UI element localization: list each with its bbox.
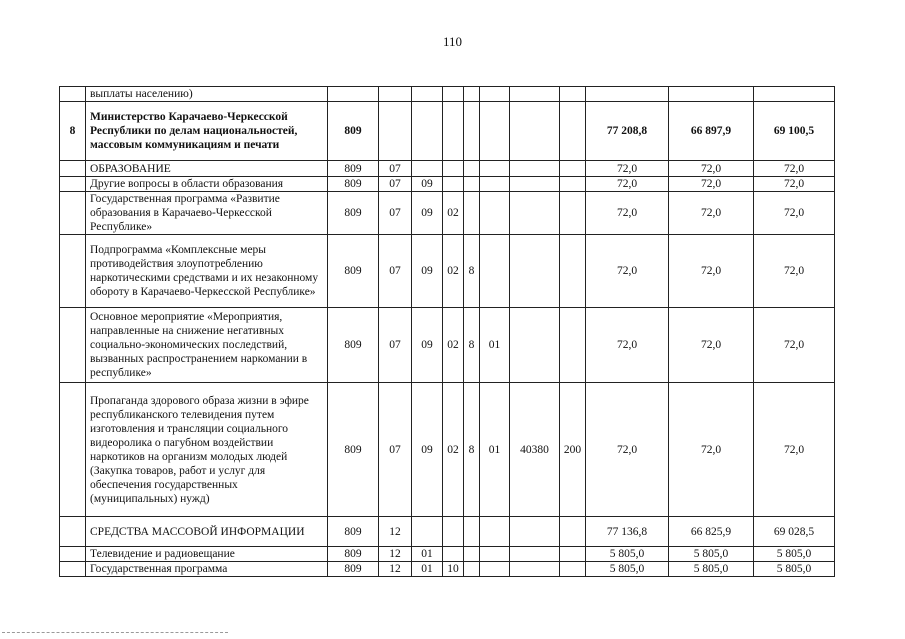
ved-code-cell: 809	[328, 235, 379, 308]
subprogram-code-cell	[464, 562, 480, 577]
main-activity-code-cell	[480, 177, 510, 192]
item-name-cell: СРЕДСТВА МАССОВОЙ ИНФОРМАЦИИ	[86, 517, 328, 547]
program-code-cell: 02	[443, 192, 464, 235]
section-code-cell: 12	[379, 547, 412, 562]
direction-code-cell	[510, 87, 560, 102]
program-code-cell: 02	[443, 383, 464, 517]
main-activity-code-cell	[480, 517, 510, 547]
amount-year3-cell: 69 100,5	[754, 102, 835, 161]
ved-code-cell: 809	[328, 192, 379, 235]
direction-code-cell	[510, 562, 560, 577]
expense-type-code-cell	[560, 87, 586, 102]
item-name-cell: Другие вопросы в области образования	[86, 177, 328, 192]
expense-type-code-cell	[560, 517, 586, 547]
subsection-code-cell: 09	[412, 177, 443, 192]
subsection-code-cell: 09	[412, 383, 443, 517]
amount-year2-cell: 66 825,9	[669, 517, 754, 547]
subsection-code-cell	[412, 517, 443, 547]
item-name-cell: Телевидение и радиовещание	[86, 547, 328, 562]
amount-year1-cell	[586, 87, 669, 102]
subprogram-code-cell	[464, 87, 480, 102]
subprogram-code-cell	[464, 102, 480, 161]
program-code-cell: 02	[443, 235, 464, 308]
amount-year1-cell: 72,0	[586, 383, 669, 517]
subsection-code-cell	[412, 102, 443, 161]
amount-year2-cell: 66 897,9	[669, 102, 754, 161]
direction-code-cell	[510, 102, 560, 161]
table-row	[60, 517, 835, 547]
amount-year3-cell	[754, 87, 835, 102]
main-activity-code-cell	[480, 161, 510, 177]
ved-code-cell: 809	[328, 562, 379, 577]
amount-year3-cell: 72,0	[754, 308, 835, 383]
row-number-cell: 8	[60, 102, 86, 161]
program-code-cell	[443, 517, 464, 547]
ved-code-cell: 809	[328, 102, 379, 161]
item-name-cell: ОБРАЗОВАНИЕ	[86, 161, 328, 177]
item-name-cell: Государственная программа	[86, 562, 328, 577]
table-row	[60, 192, 835, 235]
main-activity-code-cell	[480, 547, 510, 562]
amount-year1-cell: 72,0	[586, 192, 669, 235]
program-code-cell	[443, 177, 464, 192]
expense-type-code-cell	[560, 161, 586, 177]
amount-year1-cell: 72,0	[586, 161, 669, 177]
amount-year3-cell: 69 028,5	[754, 517, 835, 547]
row-number-cell	[60, 192, 86, 235]
table-row	[60, 161, 835, 177]
program-code-cell: 02	[443, 308, 464, 383]
amount-year3-cell: 72,0	[754, 177, 835, 192]
table-row	[60, 383, 835, 517]
amount-year3-cell: 72,0	[754, 383, 835, 517]
subsection-code-cell: 09	[412, 235, 443, 308]
ved-code-cell: 809	[328, 383, 379, 517]
amount-year2-cell	[669, 87, 754, 102]
budget-table	[59, 86, 835, 577]
subprogram-code-cell	[464, 517, 480, 547]
amount-year3-cell: 72,0	[754, 161, 835, 177]
program-code-cell	[443, 161, 464, 177]
amount-year1-cell: 72,0	[586, 177, 669, 192]
program-code-cell	[443, 547, 464, 562]
expense-type-code-cell	[560, 547, 586, 562]
direction-code-cell	[510, 308, 560, 383]
item-name-cell: Государственная программа «Развитие образования в Карачаево-Черкесской Республике»	[86, 192, 328, 235]
subprogram-code-cell: 8	[464, 383, 480, 517]
amount-year2-cell: 72,0	[669, 308, 754, 383]
program-code-cell: 10	[443, 562, 464, 577]
section-code-cell: 07	[379, 383, 412, 517]
ved-code-cell: 809	[328, 308, 379, 383]
main-activity-code-cell	[480, 562, 510, 577]
section-code-cell: 07	[379, 235, 412, 308]
table-body	[60, 87, 835, 577]
amount-year2-cell: 72,0	[669, 235, 754, 308]
table-row	[60, 308, 835, 383]
ved-code-cell: 809	[328, 161, 379, 177]
amount-year1-cell: 5 805,0	[586, 547, 669, 562]
section-code-cell: 12	[379, 562, 412, 577]
row-number-cell	[60, 235, 86, 308]
subsection-code-cell: 01	[412, 562, 443, 577]
ved-code-cell: 809	[328, 517, 379, 547]
amount-year3-cell: 5 805,0	[754, 547, 835, 562]
amount-year1-cell: 77 136,8	[586, 517, 669, 547]
program-code-cell	[443, 102, 464, 161]
amount-year1-cell: 72,0	[586, 308, 669, 383]
table-row	[60, 87, 835, 102]
amount-year2-cell: 5 805,0	[669, 562, 754, 577]
expense-type-code-cell	[560, 562, 586, 577]
direction-code-cell	[510, 517, 560, 547]
subsection-code-cell: 09	[412, 192, 443, 235]
table-row	[60, 547, 835, 562]
direction-code-cell: 40380	[510, 383, 560, 517]
amount-year2-cell: 72,0	[669, 192, 754, 235]
row-number-cell	[60, 177, 86, 192]
table-row	[60, 102, 835, 161]
section-code-cell: 07	[379, 192, 412, 235]
subprogram-code-cell: 8	[464, 308, 480, 383]
amount-year2-cell: 72,0	[669, 383, 754, 517]
subprogram-code-cell	[464, 177, 480, 192]
direction-code-cell	[510, 192, 560, 235]
section-code-cell	[379, 87, 412, 102]
amount-year2-cell: 72,0	[669, 161, 754, 177]
amount-year3-cell: 72,0	[754, 235, 835, 308]
section-code-cell: 07	[379, 177, 412, 192]
subsection-code-cell	[412, 161, 443, 177]
amount-year1-cell: 77 208,8	[586, 102, 669, 161]
subprogram-code-cell	[464, 161, 480, 177]
row-number-cell	[60, 517, 86, 547]
section-code-cell: 07	[379, 161, 412, 177]
bottom-rule	[2, 632, 228, 633]
subprogram-code-cell	[464, 547, 480, 562]
ved-code-cell: 809	[328, 177, 379, 192]
expense-type-code-cell	[560, 177, 586, 192]
subprogram-code-cell: 8	[464, 235, 480, 308]
row-number-cell	[60, 562, 86, 577]
amount-year1-cell: 5 805,0	[586, 562, 669, 577]
expense-type-code-cell	[560, 192, 586, 235]
table-row	[60, 562, 835, 577]
direction-code-cell	[510, 161, 560, 177]
row-number-cell	[60, 87, 86, 102]
row-number-cell	[60, 547, 86, 562]
item-name-cell: выплаты населению)	[86, 87, 328, 102]
amount-year3-cell: 5 805,0	[754, 562, 835, 577]
amount-year2-cell: 5 805,0	[669, 547, 754, 562]
row-number-cell	[60, 308, 86, 383]
subsection-code-cell	[412, 87, 443, 102]
section-code-cell: 12	[379, 517, 412, 547]
program-code-cell	[443, 87, 464, 102]
expense-type-code-cell	[560, 102, 586, 161]
direction-code-cell	[510, 177, 560, 192]
main-activity-code-cell	[480, 87, 510, 102]
direction-code-cell	[510, 547, 560, 562]
main-activity-code-cell	[480, 235, 510, 308]
main-activity-code-cell: 01	[480, 383, 510, 517]
main-activity-code-cell	[480, 102, 510, 161]
item-name-cell: Министерство Карачаево-Черкесской Республики по делам национальностей, массовым коммуникациям и печати	[86, 102, 328, 161]
expense-type-code-cell	[560, 308, 586, 383]
row-number-cell	[60, 161, 86, 177]
section-code-cell: 07	[379, 308, 412, 383]
amount-year3-cell: 72,0	[754, 192, 835, 235]
direction-code-cell	[510, 235, 560, 308]
expense-type-code-cell: 200	[560, 383, 586, 517]
amount-year1-cell: 72,0	[586, 235, 669, 308]
ved-code-cell	[328, 87, 379, 102]
page-number: 110	[442, 34, 463, 49]
table-row	[60, 235, 835, 308]
item-name-cell: Пропаганда здорового образа жизни в эфире республиканского телевидения путем изготовления и трансляции социального видеоролика о пагубном воздействии наркотиков на организм молодых людей (Закупка товаров, работ и услуг для обеспечения государственных (муниципальных) нужд)	[86, 383, 328, 517]
amount-year2-cell: 72,0	[669, 177, 754, 192]
main-activity-code-cell: 01	[480, 308, 510, 383]
expense-type-code-cell	[560, 235, 586, 308]
section-code-cell	[379, 102, 412, 161]
subsection-code-cell: 09	[412, 308, 443, 383]
item-name-cell: Подпрограмма «Комплексные меры противодействия злоупотреблению наркотическими средствами и их незаконному обороту в Карачаево-Черкесской Республике»	[86, 235, 328, 308]
main-activity-code-cell	[480, 192, 510, 235]
table-row	[60, 177, 835, 192]
subsection-code-cell: 01	[412, 547, 443, 562]
item-name-cell: Основное мероприятие «Мероприятия, направленные на снижение негативных социально-экономических последствий, вызванных распространением наркомании в республике»	[86, 308, 328, 383]
subprogram-code-cell	[464, 192, 480, 235]
row-number-cell	[60, 383, 86, 517]
ved-code-cell: 809	[328, 547, 379, 562]
